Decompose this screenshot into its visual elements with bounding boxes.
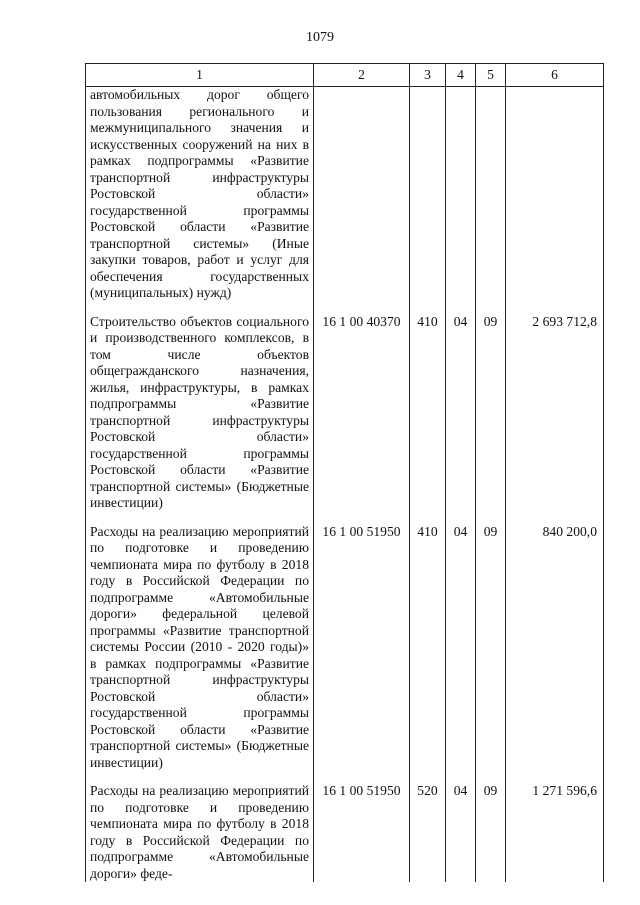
row-description: Расходы на реализацию мероприятий по подготовке и проведению чемпионата мира по футболу в 2018 году в Российской Федерации по подпрограмме «Автомобильные дороги» федеральной целевой программы «Развитие транспортной системы России (2010 - 2020 годы)» в рамках подпрограммы «Развитие транспортной инфраструктуры Ростовской области» государственной программы Ростовской области «Развитие транспортной системы» (Бюджетные инвестиции) — [86, 524, 314, 784]
row-rz — [446, 87, 476, 314]
row-pr: 09 — [476, 524, 506, 784]
row-vr: 410 — [410, 314, 446, 524]
table-header-row — [86, 64, 604, 87]
row-description: Расходы на реализацию мероприятий по подготовке и проведению чемпионата мира по футболу в 2018 году в Российской Федерации по подпрограмме «Автомобильные дороги» феде- — [86, 783, 314, 882]
row-rz: 04 — [446, 783, 476, 882]
budget-table — [85, 63, 604, 882]
column-header-5: 5 — [476, 64, 506, 87]
row-pr: 09 — [476, 783, 506, 882]
row-vr: 410 — [410, 524, 446, 784]
row-description: Строительство объектов социального и производственного комплексов, в том числе объектов общегражданского назначения, жилья, инфраструктуры, в рамках подпрограммы «Развитие транспортной инфраструктуры Ростовской области» государственной программы Ростовской области «Развитие транспортной системы» (Бюджетные инвестиции) — [86, 314, 314, 524]
page-number: 1079 — [306, 30, 334, 45]
row-code — [314, 87, 410, 314]
row-rz: 04 — [446, 314, 476, 524]
column-header-3: 3 — [410, 64, 446, 87]
column-header-1: 1 — [86, 64, 314, 87]
row-code: 16 1 00 51950 — [314, 524, 410, 784]
row-amount — [506, 87, 604, 314]
row-vr: 520 — [410, 783, 446, 882]
column-header-6: 6 — [506, 64, 604, 87]
table-row — [86, 87, 604, 314]
column-header-4: 4 — [446, 64, 476, 87]
row-rz: 04 — [446, 524, 476, 784]
column-header-2: 2 — [314, 64, 410, 87]
row-code: 16 1 00 51950 — [314, 783, 410, 882]
row-pr: 09 — [476, 314, 506, 524]
table-row — [86, 314, 604, 524]
row-vr — [410, 87, 446, 314]
row-amount: 2 693 712,8 — [506, 314, 604, 524]
row-amount: 1 271 596,6 — [506, 783, 604, 882]
table-row — [86, 783, 604, 882]
row-code: 16 1 00 40370 — [314, 314, 410, 524]
row-description: автомобильных дорог общего пользования регионального и межмуниципального значения и искусственных сооружений на них в рамках подпрограммы «Развитие транспортной инфраструктуры Ростовской области» государственной программы Ростовской области «Развитие транспортной системы» (Иные закупки товаров, работ и услуг для обеспечения государственных (муниципальных) нужд) — [86, 87, 314, 314]
row-pr — [476, 87, 506, 314]
table-row — [86, 524, 604, 784]
row-amount: 840 200,0 — [506, 524, 604, 784]
